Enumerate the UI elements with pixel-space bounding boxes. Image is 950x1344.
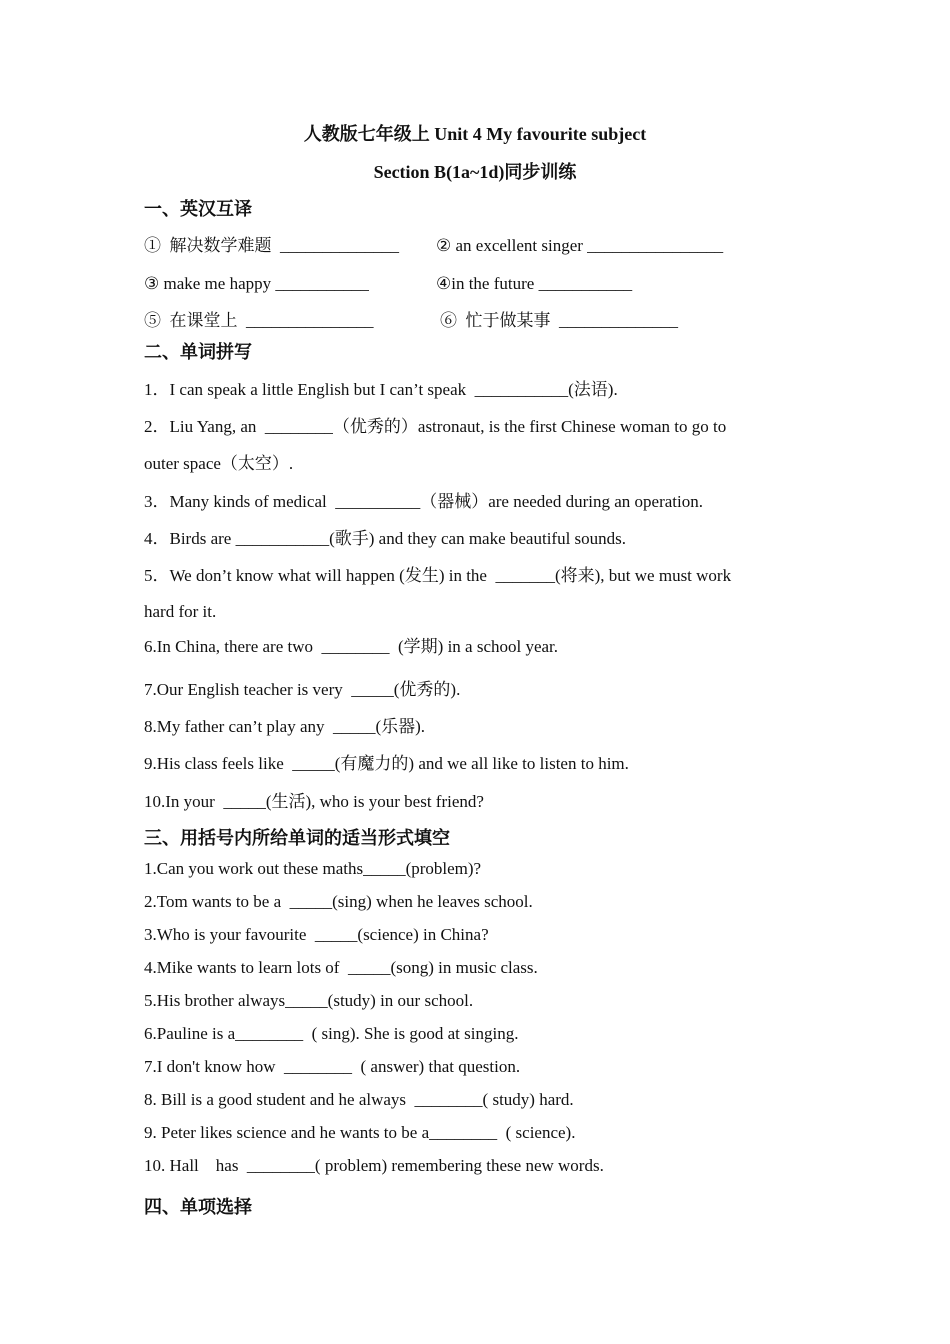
- s2-line-2: 2．Liu Yang, an ________（优秀的）astronaut, is the first Chinese woman to go to: [144, 417, 727, 436]
- s3-line-7: 7.I don't know how ________ ( answer) that question.: [144, 1057, 521, 1076]
- s3-line-2: 2.Tom wants to be a _____(sing) when he leaves school.: [144, 892, 533, 911]
- s3-line-9: 9. Peter likes science and he wants to be a________ ( science).: [144, 1123, 576, 1142]
- s2-line-11: 9.His class feels like _____(有魔力的) and we all like to listen to him.: [144, 754, 629, 773]
- s3-line-6: 6.Pauline is a________ ( sing). She is good at singing.: [144, 1024, 519, 1043]
- s2-line-8: 6.In China, there are two ________ (学期) in a school year.: [144, 637, 559, 656]
- page-subtitle: Section B(1a~1d)同步训练: [373, 162, 577, 182]
- section1-heading: 一、英汉互译: [144, 199, 252, 219]
- s1-item-3: ③ make me happy ___________: [144, 274, 369, 293]
- s3-line-4: 4.Mike wants to learn lots of _____(song) in music class.: [144, 958, 538, 977]
- section2-heading: 二、单词拼写: [144, 342, 252, 362]
- section3-heading: 三、用括号内所给单词的适当形式填空: [144, 828, 450, 848]
- s3-line-3: 3.Who is your favourite _____(science) in China?: [144, 925, 489, 944]
- s1-item-1: ① 解决数学难题 ______________: [144, 236, 399, 255]
- s1-item-4: ④in the future ___________: [436, 274, 633, 293]
- s2-line-4: 3．Many kinds of medical __________（器械）are needed during an operation.: [144, 492, 703, 511]
- s2-line-7: hard for it.: [144, 602, 217, 621]
- s3-line-1: 1.Can you work out these maths_____(problem)?: [144, 859, 482, 878]
- section4-heading: 四、单项选择: [144, 1197, 252, 1217]
- s2-line-6: 5．We don’t know what will happen (发生) in the _______(将来), but we must work: [144, 566, 732, 585]
- s2-line-10: 8.My father can’t play any _____(乐器).: [144, 717, 426, 736]
- s2-line-9: 7.Our English teacher is very _____(优秀的).: [144, 680, 461, 699]
- s3-line-5: 5.His brother always_____(study) in our school.: [144, 991, 474, 1010]
- s2-line-12: 10.In your _____(生活), who is your best friend?: [144, 792, 484, 811]
- s2-line-5: 4．Birds are ___________(歌手) and they can make beautiful sounds.: [144, 529, 627, 548]
- s2-line-3: outer space（太空）.: [144, 454, 294, 473]
- s2-line-1: 1．I can speak a little English but I can’t speak ___________(法语).: [144, 380, 618, 399]
- s1-item-5: ⑤ 在课堂上 _______________: [144, 311, 374, 330]
- page-title: 人教版七年级上 Unit 4 My favourite subject: [303, 124, 647, 144]
- s1-item-2: ② an excellent singer ________________: [436, 236, 724, 255]
- s3-line-8: 8. Bill is a good student and he always ________( study) hard.: [144, 1090, 574, 1109]
- s3-line-10: 10. Hall has ________( problem) remembering these new words.: [144, 1156, 604, 1175]
- s1-item-6: ⑥ 忙于做某事 ______________: [440, 311, 678, 330]
